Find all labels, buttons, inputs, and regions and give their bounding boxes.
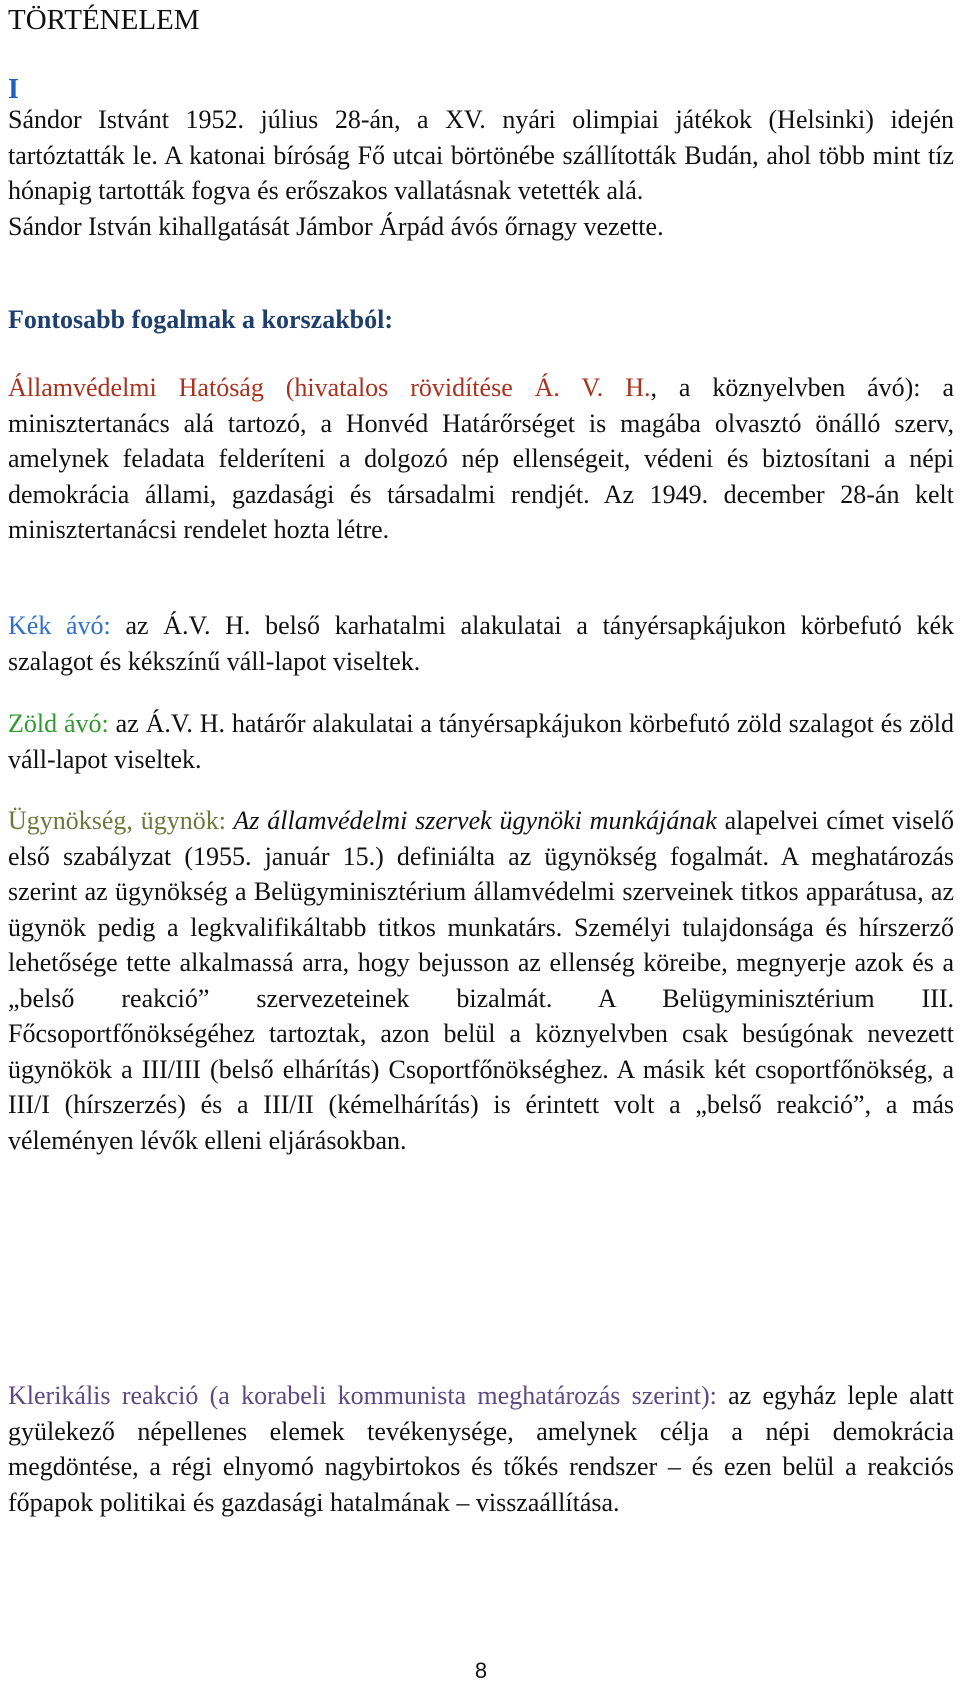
avh-term: Államvédelmi Hatóság (hivatalos rövidítése Á. V. H. <box>8 373 651 402</box>
avh-text: , a köznyelvben ávó): a minisztertanács alá tartozó, a Honvéd Határőrséget is magába olvasztó önálló szerv, amelynek feladata felderíteni a dolgozó nép ellenségeit, védeni és biztosítani a népi demokrácia állami, gazdasági és társadalmi rendjét. Az 1949. december 28-án kelt minisztertanácsi rendelet hozta létre. <box>8 373 954 544</box>
intro-block <box>8 102 954 244</box>
kek-avo-term: Kék ávó: <box>8 611 111 640</box>
zold-avo-term: Zöld ávó: <box>8 709 109 738</box>
intro-paragraph: Sándor Istvánt 1952. július 28-án, a XV. nyári olimpiai játékok (Helsinki) idején tartóztatták le. A katonai bíróság Fő utcai börtönébe szállították Budán, ahol több mint tíz hónapig tartották fogva és erőszakos vallatásnak vetették alá. <box>8 105 954 205</box>
avh-definition <box>8 370 954 548</box>
kek-avo-definition <box>8 608 954 679</box>
klerikalis-term: Klerikális reakció (a korabeli kommunista meghatározás szerint): <box>8 1381 717 1410</box>
ugynok-term: Ügynökség, ügynök: <box>8 806 227 835</box>
concepts-heading: Fontosabb fogalmak a korszakból: <box>8 305 393 334</box>
ugynok-text: alapelvei címet viselő első szabályzat (1955. január 15.) definiálta az ügynökség fogalmát. A meghatározás szerint az ügynökség a Belügyminisztérium államvédelmi szerveinek titkos apparátusa, az ügynök pedig a legkvalifikáltabb titkos munkatárs. Személyi tulajdonsága és hírszerző lehetősége tette alkalmassá arra, hogy bejusson az ellenség köreibe, megnyerje azok és a „belső reakció” szervezeteinek bizalmát. A Belügyminisztérium III. Főcsoportfőnökségéhez tartoztak, azon belül a köznyelvben csak besúgónak nevezett ügynökök a III/III (belső elhárítás) Csoportfőnökséghez. A másik két csoportfőnökség, a III/I (hírszerzés) és a III/II (kémelhárítás) is érintett volt a „belső reakció”, a más véleményen lévők elleni eljárásokban. <box>8 806 955 1155</box>
section-number: I <box>8 74 19 105</box>
interrogation-paragraph: Sándor István kihallgatását Jámbor Árpád ávós őrnagy vezette. <box>8 211 664 241</box>
klerikalis-text: az egyház leple alatt gyülekező népellenes elemek tevékenysége, amelynek célja a népi demokrácia megdöntése, a régi elnyomó nagybirtokos és tőkés rendszer – és ezen belül a reakciós főpapok politikai és gazdasági hatalmának – visszaállítása. <box>8 1381 954 1517</box>
page-title: TÖRTÉNELEM <box>8 4 200 36</box>
page-number: 8 <box>474 1658 488 1683</box>
kek-avo-text: az Á.V. H. belső karhatalmi alakulatai a tányérsapkájukon körbefutó kék szalagot és kékszínű váll-lapot viseltek. <box>8 611 954 676</box>
klerikalis-definition <box>8 1378 954 1520</box>
regulation-title: Az államvédelmi szervek ügynöki munkájának <box>226 806 717 835</box>
ugynok-definition <box>8 803 954 1158</box>
zold-avo-text: az Á.V. H. határőr alakulatai a tányérsapkájukon körbefutó zöld szalagot és zöld váll-lapot viseltek. <box>8 709 955 774</box>
zold-avo-definition <box>8 706 954 777</box>
